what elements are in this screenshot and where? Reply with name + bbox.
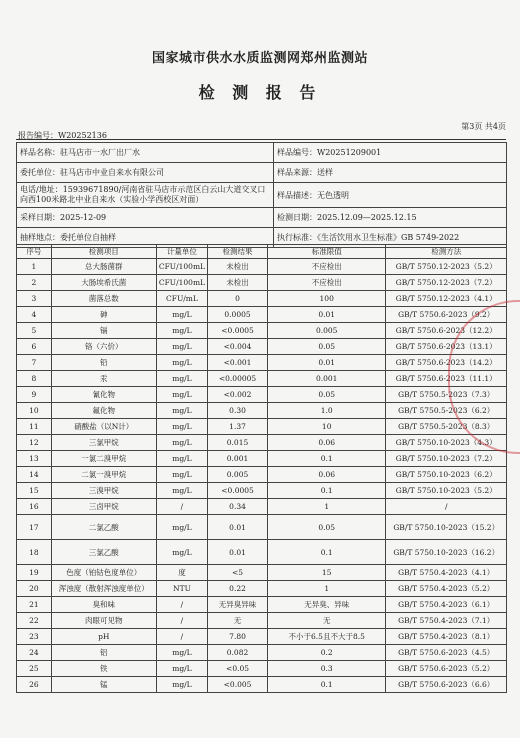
cell-item: 臭和味 — [51, 597, 156, 613]
cell-result: 0.0005 — [208, 307, 268, 323]
cell-method: GB/T 5750.4-2023（4.1） — [386, 565, 507, 581]
col-method: 检测方法 — [386, 245, 507, 259]
cell-index: 6 — [17, 339, 52, 355]
cell-unit: CFU/100mL — [156, 275, 207, 291]
cell-result: 无 — [208, 613, 268, 629]
cell-method: GB/T 5750.4-2023（8.1） — [386, 629, 507, 645]
table-row — [17, 435, 507, 451]
cell-unit: mg/L — [156, 540, 207, 565]
table-row — [17, 540, 507, 565]
cell-unit: mg/L — [156, 323, 207, 339]
cell-limit: 1.0 — [268, 403, 386, 419]
cell-limit: 15 — [268, 565, 386, 581]
cell-unit: mg/L — [156, 677, 207, 693]
cell-result: 7.80 — [208, 629, 268, 645]
sample-info-table — [16, 142, 507, 248]
cell-item: 大肠埃希氏菌 — [51, 275, 156, 291]
cell-limit: 0.3 — [268, 661, 386, 677]
cell-unit: CFU/100mL — [156, 259, 207, 275]
results-header-row — [17, 245, 507, 259]
report-number: 报告编号：W20252136 — [18, 131, 107, 140]
cell-result: <0.05 — [208, 661, 268, 677]
table-row — [17, 677, 507, 693]
cell-method: GB/T 5750.5-2023（8.3） — [386, 419, 507, 435]
table-row — [17, 613, 507, 629]
table-row — [17, 307, 507, 323]
sample-number: 样品编号：W20251209001 — [274, 143, 507, 163]
cell-method: GB/T 5750.10-2023（6.2） — [386, 467, 507, 483]
cell-result: 未检出 — [208, 275, 268, 291]
cell-limit: 0.2 — [268, 645, 386, 661]
sample-description: 样品描述：无色透明 — [274, 183, 507, 208]
cell-limit: 不应检出 — [268, 275, 386, 291]
cell-unit: / — [156, 499, 207, 515]
cell-method: GB/T 5750.10-2023（15.2） — [386, 515, 507, 540]
cell-limit: 0.1 — [268, 540, 386, 565]
cell-limit: 100 — [268, 291, 386, 307]
cell-item: 色度（铂钴色度单位） — [51, 565, 156, 581]
cell-unit: mg/L — [156, 451, 207, 467]
cell-method: GB/T 5750.10-2023（7.2） — [386, 451, 507, 467]
table-row — [17, 581, 507, 597]
cell-method: GB/T 5750.12-2023（7.2） — [386, 275, 507, 291]
cell-item: 氰化物 — [51, 387, 156, 403]
cell-unit: mg/L — [156, 467, 207, 483]
cell-result: <0.0005 — [208, 483, 268, 499]
cell-unit: / — [156, 613, 207, 629]
cell-result: <0.00005 — [208, 371, 268, 387]
cell-method: GB/T 5750.6-2023（5.2） — [386, 661, 507, 677]
cell-item: 总大肠菌群 — [51, 259, 156, 275]
col-result: 检测结果 — [208, 245, 268, 259]
table-row — [17, 597, 507, 613]
cell-method: GB/T 5750.4-2023（5.2） — [386, 581, 507, 597]
cell-item: 三氯甲烷 — [51, 435, 156, 451]
table-row — [17, 419, 507, 435]
client-unit: 委托单位：驻马店市中业自来水有限公司 — [17, 163, 274, 183]
cell-unit: mg/L — [156, 645, 207, 661]
cell-method: GB/T 5750.6-2023（11.1） — [386, 371, 507, 387]
table-row — [17, 387, 507, 403]
col-limit: 标准限值 — [268, 245, 386, 259]
cell-item: 肉眼可见物 — [51, 613, 156, 629]
cell-item: 三溴甲烷 — [51, 483, 156, 499]
cell-item: 铝 — [51, 645, 156, 661]
table-row — [17, 339, 507, 355]
cell-unit: mg/L — [156, 387, 207, 403]
cell-limit: 0.05 — [268, 515, 386, 540]
results-table — [16, 244, 507, 693]
cell-method: / — [386, 499, 507, 515]
cell-index: 24 — [17, 645, 52, 661]
cell-unit: NTU — [156, 581, 207, 597]
page-number: 第3页 共4页 — [461, 122, 506, 131]
cell-index: 19 — [17, 565, 52, 581]
table-row — [17, 467, 507, 483]
cell-limit: 无异臭、异味 — [268, 597, 386, 613]
cell-item: 氟化物 — [51, 403, 156, 419]
cell-item: 铬（六价） — [51, 339, 156, 355]
cell-result: <0.0005 — [208, 323, 268, 339]
cell-index: 25 — [17, 661, 52, 677]
table-row — [17, 355, 507, 371]
cell-method: GB/T 5750.10-2023（5.2） — [386, 483, 507, 499]
cell-method: GB/T 5750.5-2023（7.3） — [386, 387, 507, 403]
sampling-date: 采样日期：2025-12-09 — [17, 208, 274, 228]
table-row — [17, 403, 507, 419]
cell-method: GB/T 5750.6-2023（6.6） — [386, 677, 507, 693]
cell-item: pH — [51, 629, 156, 645]
cell-limit: 10 — [268, 419, 386, 435]
cell-unit: mg/L — [156, 371, 207, 387]
cell-limit: 0.05 — [268, 339, 386, 355]
cell-unit: / — [156, 597, 207, 613]
cell-unit: mg/L — [156, 661, 207, 677]
cell-index: 20 — [17, 581, 52, 597]
sample-source: 样品来源：送样 — [274, 163, 507, 183]
cell-item: 汞 — [51, 371, 156, 387]
cell-index: 23 — [17, 629, 52, 645]
cell-item: 镉 — [51, 323, 156, 339]
cell-method: GB/T 5750.4-2023（7.1） — [386, 613, 507, 629]
cell-result: 0.001 — [208, 451, 268, 467]
station-name: 国家城市供水水质监测网郑州监测站 — [151, 51, 368, 66]
cell-result: 0 — [208, 291, 268, 307]
sampling-place: 抽样地点：委托单位自抽样 — [17, 228, 274, 248]
cell-result: 0.005 — [208, 467, 268, 483]
table-row — [17, 371, 507, 387]
cell-limit: 0.001 — [268, 371, 386, 387]
execution-standard: 执行标准：《生活饮用水卫生标准》GB 5749-2022 — [274, 228, 507, 248]
cell-result: 0.082 — [208, 645, 268, 661]
cell-method: GB/T 5750.12-2023（4.1） — [386, 291, 507, 307]
cell-result: 0.22 — [208, 581, 268, 597]
test-date: 检测日期：2025.12.09—2025.12.15 — [274, 208, 507, 228]
cell-item: 砷 — [51, 307, 156, 323]
cell-result: 0.01 — [208, 515, 268, 540]
cell-method: GB/T 5750.6-2023（12.2） — [386, 323, 507, 339]
table-row — [17, 291, 507, 307]
cell-result: 0.015 — [208, 435, 268, 451]
cell-index: 7 — [17, 355, 52, 371]
cell-item: 一氯二溴甲烷 — [51, 451, 156, 467]
cell-result: 未检出 — [208, 259, 268, 275]
cell-index: 26 — [17, 677, 52, 693]
cell-index: 21 — [17, 597, 52, 613]
cell-index: 16 — [17, 499, 52, 515]
cell-limit: 0.05 — [268, 387, 386, 403]
col-item: 检测项目 — [51, 245, 156, 259]
cell-unit: CFU/mL — [156, 291, 207, 307]
cell-method: GB/T 5750.12-2023（5.2） — [386, 259, 507, 275]
cell-limit: 0.005 — [268, 323, 386, 339]
cell-limit: 0.01 — [268, 355, 386, 371]
table-row — [17, 629, 507, 645]
cell-limit: 0.01 — [268, 307, 386, 323]
table-row — [17, 275, 507, 291]
cell-item: 菌落总数 — [51, 291, 156, 307]
cell-result: 0.34 — [208, 499, 268, 515]
cell-unit: mg/L — [156, 403, 207, 419]
cell-unit: mg/L — [156, 435, 207, 451]
cell-item: 铅 — [51, 355, 156, 371]
cell-unit: mg/L — [156, 355, 207, 371]
cell-index: 18 — [17, 540, 52, 565]
table-row — [17, 259, 507, 275]
cell-result: <0.005 — [208, 677, 268, 693]
report-title: 检 测 报 告 — [198, 83, 322, 102]
cell-limit: 1 — [268, 581, 386, 597]
cell-limit: 0.1 — [268, 677, 386, 693]
cell-result: 无异臭异味 — [208, 597, 268, 613]
cell-result: <0.001 — [208, 355, 268, 371]
cell-index: 1 — [17, 259, 52, 275]
cell-item: 三氯乙酸 — [51, 540, 156, 565]
cell-index: 5 — [17, 323, 52, 339]
cell-limit: 无 — [268, 613, 386, 629]
cell-item: 三卤甲烷 — [51, 499, 156, 515]
cell-unit: mg/L — [156, 515, 207, 540]
cell-index: 17 — [17, 515, 52, 540]
sample-name: 样品名称：驻马店市一水厂出厂水 — [17, 143, 274, 163]
cell-result: 0.30 — [208, 403, 268, 419]
cell-result: <0.002 — [208, 387, 268, 403]
cell-unit: 度 — [156, 565, 207, 581]
table-row — [17, 483, 507, 499]
cell-index: 2 — [17, 275, 52, 291]
table-row — [17, 323, 507, 339]
table-row — [17, 565, 507, 581]
cell-unit: mg/L — [156, 307, 207, 323]
cell-item: 二氯一溴甲烷 — [51, 467, 156, 483]
cell-index: 9 — [17, 387, 52, 403]
header-rule — [16, 139, 506, 140]
cell-item: 二氯乙酸 — [51, 515, 156, 540]
cell-result: <0.004 — [208, 339, 268, 355]
cell-item: 硝酸盐（以N计） — [51, 419, 156, 435]
cell-index: 10 — [17, 403, 52, 419]
table-row — [17, 661, 507, 677]
cell-method: GB/T 5750.6-2023（14.2） — [386, 355, 507, 371]
cell-index: 4 — [17, 307, 52, 323]
cell-index: 13 — [17, 451, 52, 467]
cell-method: GB/T 5750.5-2023（6.2） — [386, 403, 507, 419]
contact-address: 电话/地址：15939671890/河南省驻马店市示范区白云山大道交叉口向西100米路北中业自来水（实验小学西校区对面） — [17, 183, 274, 208]
cell-limit: 不应检出 — [268, 259, 386, 275]
cell-limit: 0.1 — [268, 451, 386, 467]
cell-index: 8 — [17, 371, 52, 387]
cell-index: 3 — [17, 291, 52, 307]
cell-item: 锰 — [51, 677, 156, 693]
table-row — [17, 499, 507, 515]
cell-unit: mg/L — [156, 419, 207, 435]
cell-method: GB/T 5750.10-2023（4.3） — [386, 435, 507, 451]
col-index: 序号 — [17, 245, 52, 259]
cell-unit: mg/L — [156, 339, 207, 355]
cell-index: 14 — [17, 467, 52, 483]
cell-index: 12 — [17, 435, 52, 451]
table-row — [17, 451, 507, 467]
cell-index: 15 — [17, 483, 52, 499]
cell-index: 22 — [17, 613, 52, 629]
cell-result: 1.37 — [208, 419, 268, 435]
cell-result: 0.01 — [208, 540, 268, 565]
cell-item: 铁 — [51, 661, 156, 677]
cell-limit: 0.1 — [268, 483, 386, 499]
cell-index: 11 — [17, 419, 52, 435]
cell-method: GB/T 5750.6-2023（4.5） — [386, 645, 507, 661]
cell-limit: 1 — [268, 499, 386, 515]
cell-unit: mg/L — [156, 483, 207, 499]
cell-method: GB/T 5750.6-2023（13.1） — [386, 339, 507, 355]
col-unit: 计量单位 — [156, 245, 207, 259]
cell-item: 浑浊度（散射浑浊度单位） — [51, 581, 156, 597]
cell-limit: 0.06 — [268, 467, 386, 483]
table-row — [17, 515, 507, 540]
cell-method: GB/T 5750.6-2023（9.2） — [386, 307, 507, 323]
cell-limit: 0.06 — [268, 435, 386, 451]
table-row — [17, 645, 507, 661]
cell-limit: 不小于6.5且不大于8.5 — [268, 629, 386, 645]
cell-method: GB/T 5750.10-2023（16.2） — [386, 540, 507, 565]
cell-unit: / — [156, 629, 207, 645]
cell-method: GB/T 5750.4-2023（6.1） — [386, 597, 507, 613]
cell-result: <5 — [208, 565, 268, 581]
